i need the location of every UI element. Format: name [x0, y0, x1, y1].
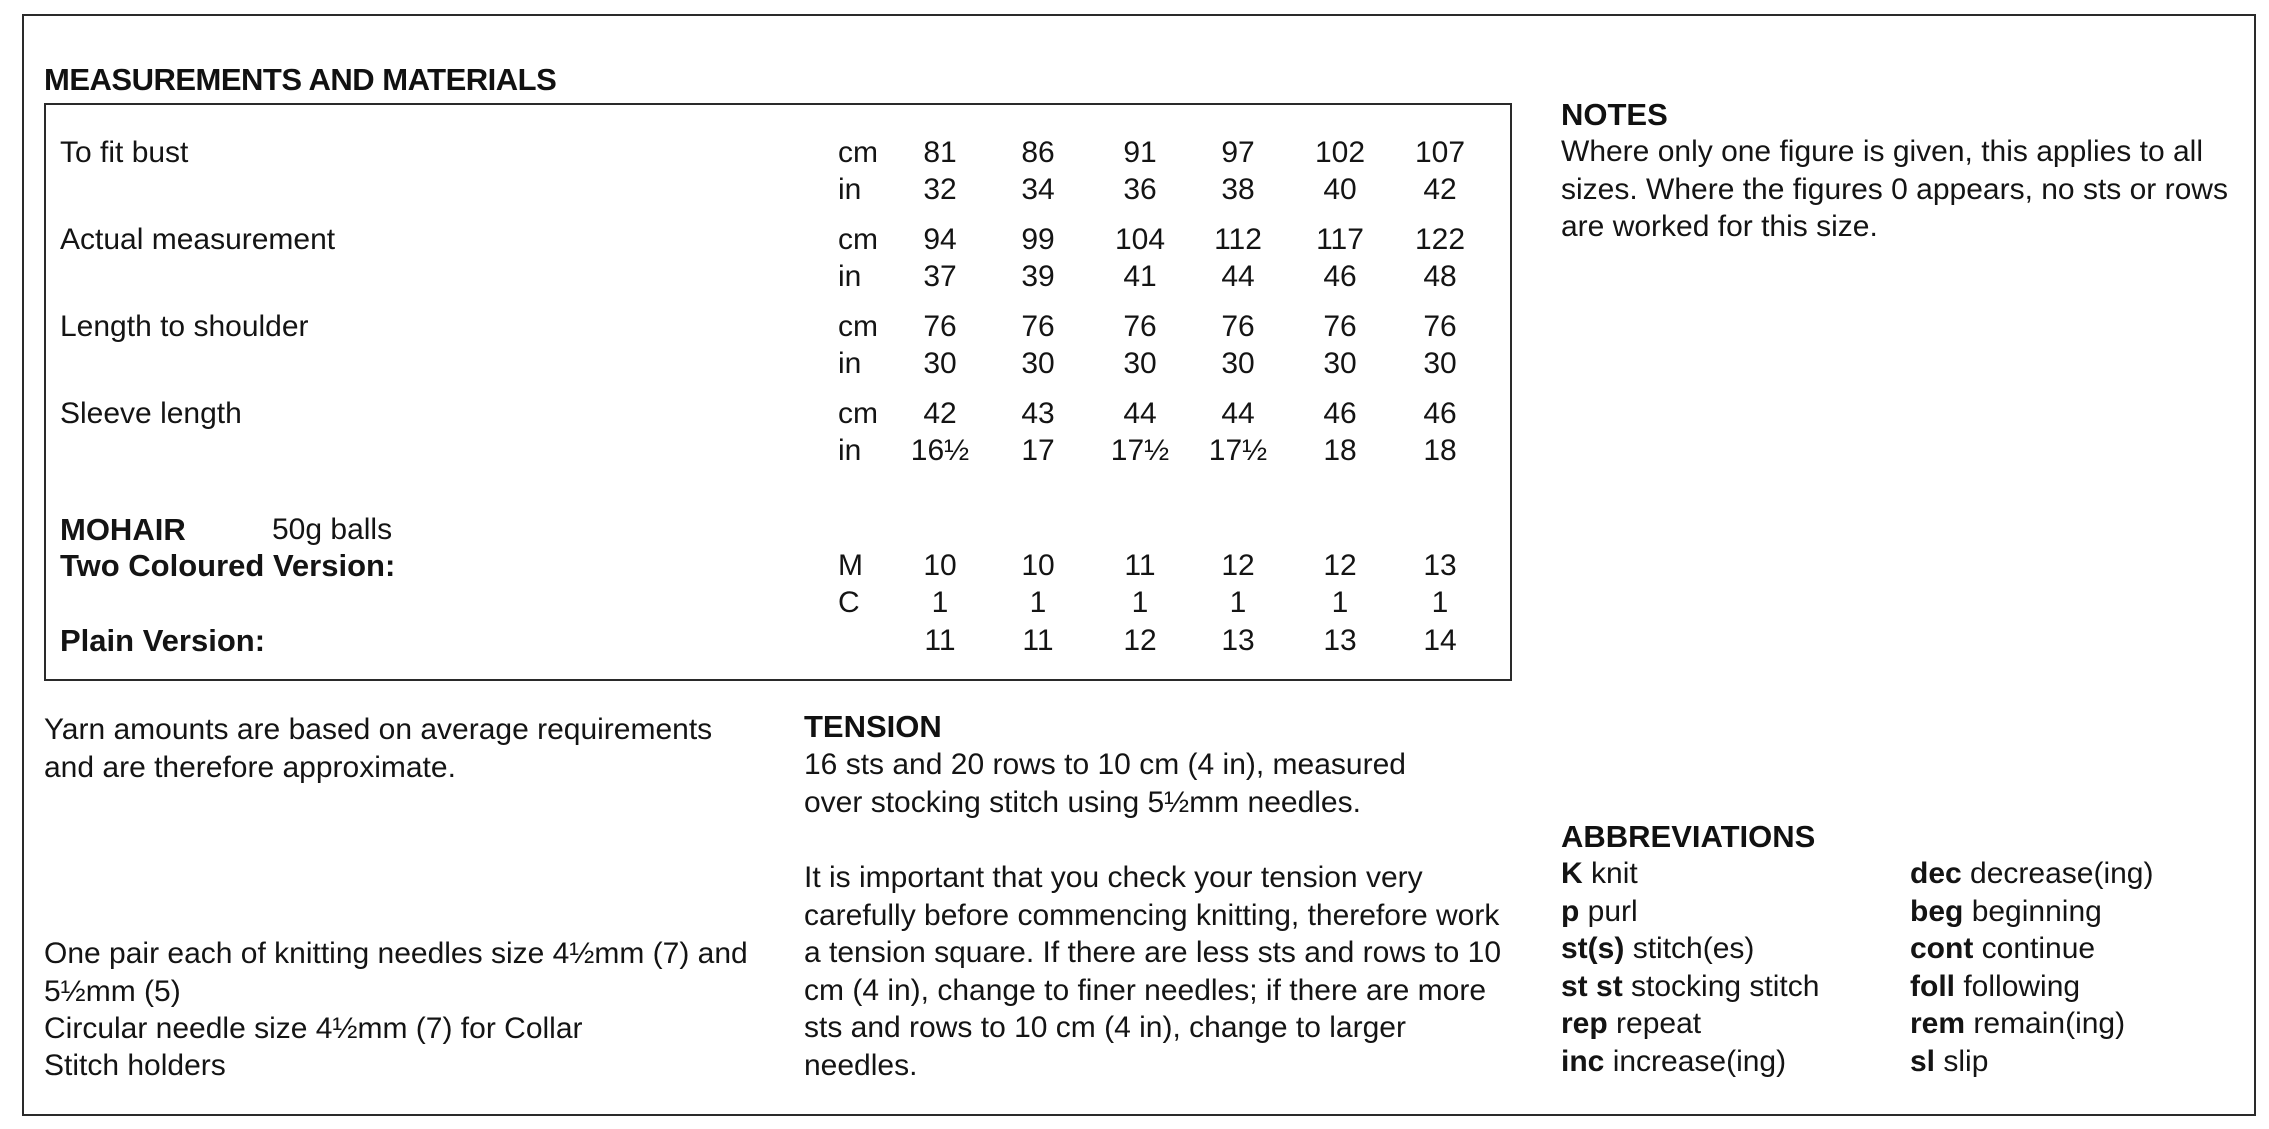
size-value: 107 — [1414, 136, 1466, 169]
size-value: 91 — [1123, 136, 1157, 169]
abbreviation-item — [1561, 855, 1638, 893]
abbreviation-item — [1910, 1043, 1988, 1081]
size-value: 99 — [1021, 223, 1055, 256]
needles-line-1: One pair each of knitting needles size 4½mm (7) and 5½mm (5) — [44, 937, 748, 1008]
unit-label: in — [838, 434, 862, 467]
size-value: 76 — [1423, 310, 1457, 343]
abbreviation-term: p — [1561, 894, 1580, 928]
unit-label: in — [838, 260, 862, 293]
size-value: 36 — [1123, 173, 1157, 206]
size-value: 17½ — [1208, 434, 1268, 467]
size-value: 39 — [1021, 260, 1055, 293]
size-value: 76 — [1221, 310, 1255, 343]
abbreviation-meaning: following — [1963, 969, 2081, 1003]
size-value: 46 — [1323, 397, 1357, 430]
yarn-value: 12 — [1221, 549, 1255, 582]
sizes-table — [44, 103, 1512, 681]
abbreviation-meaning: decrease(ing) — [1970, 857, 2154, 890]
size-value: 42 — [1423, 173, 1457, 206]
abbreviation-item — [1910, 1005, 2125, 1043]
size-value: 30 — [1221, 347, 1255, 380]
yarn-value: 11 — [924, 624, 956, 657]
abbreviation-item — [1910, 893, 2102, 931]
size-value: 104 — [1114, 223, 1166, 256]
abbreviation-term: beg — [1910, 894, 1964, 928]
abbreviation-term: st st — [1561, 969, 1623, 1003]
plain-label: Plain Version: — [60, 623, 266, 658]
size-value: 30 — [1021, 347, 1055, 380]
abbreviation-item — [1561, 893, 1638, 931]
yarn-value: 1 — [1431, 586, 1449, 619]
yarn-value: 12 — [1123, 624, 1157, 657]
abbreviation-meaning: stocking stitch — [1631, 969, 1820, 1003]
size-value: 44 — [1123, 397, 1157, 430]
yarn-value: 10 — [923, 549, 957, 582]
size-value: 42 — [923, 397, 957, 430]
size-value: 18 — [1323, 434, 1357, 467]
abbreviation-item — [1910, 855, 2153, 893]
size-value: 32 — [923, 173, 957, 206]
tension-heading: TENSION — [804, 709, 942, 744]
abbreviation-meaning: stitch(es) — [1632, 932, 1755, 965]
needles-line-2: Circular needle size 4½mm (7) for Collar — [44, 1012, 583, 1045]
yarn-value: 14 — [1423, 624, 1457, 657]
yarn-value: 1 — [1229, 586, 1247, 619]
yarn-value: 11 — [1124, 549, 1156, 582]
tension-text: 16 sts and 20 rows to 10 cm (4 in), measured over stocking stitch using 5½mm needles. — [804, 748, 1406, 819]
abbreviation-term: K — [1561, 857, 1583, 890]
size-value: 34 — [1021, 173, 1055, 206]
unit-label: cm — [838, 136, 878, 169]
two-coloured-label: Two Coloured Version: — [60, 548, 396, 583]
size-value: 86 — [1021, 136, 1055, 169]
abbreviation-item — [1910, 968, 2080, 1006]
row-label: Length to shoulder — [60, 310, 309, 343]
size-value: 44 — [1221, 397, 1255, 430]
abbreviation-meaning: slip — [1943, 1044, 1989, 1078]
abbreviation-term: cont — [1910, 932, 1974, 965]
yarn-value: 13 — [1221, 624, 1255, 657]
yarn-ball-info: 50g balls — [272, 513, 393, 546]
notes-text: Where only one figure is given, this applies to all sizes. Where the figures 0 appears, no sts or rows are worked for this size. — [1561, 135, 2228, 243]
size-value: 44 — [1221, 260, 1255, 293]
size-value: 17 — [1021, 434, 1055, 467]
size-value: 46 — [1423, 397, 1457, 430]
yarn-note: Yarn amounts are based on average requirements and are therefore approximate. — [44, 713, 713, 784]
unit-label: cm — [838, 310, 878, 343]
yarn-value: 1 — [931, 586, 949, 619]
size-value: 76 — [1323, 310, 1357, 343]
abbreviation-item — [1561, 1043, 1786, 1081]
size-value: 76 — [1123, 310, 1157, 343]
abbreviation-term: rep — [1561, 1007, 1608, 1040]
yarn-value: 1 — [1331, 586, 1349, 619]
abbreviation-item — [1561, 930, 1754, 968]
abbreviation-term: foll — [1910, 969, 1955, 1003]
abbreviation-meaning: repeat — [1616, 1007, 1702, 1040]
size-value: 30 — [1423, 347, 1457, 380]
size-value: 48 — [1423, 260, 1457, 293]
abbreviation-item — [1561, 1005, 1701, 1043]
abbreviation-meaning: remain(ing) — [1973, 1007, 2126, 1040]
needles-line-3: Stitch holders — [44, 1049, 226, 1082]
yarn-value: 13 — [1423, 549, 1457, 582]
abbreviation-item — [1561, 968, 1819, 1006]
size-value: 30 — [923, 347, 957, 380]
abbreviation-term: st(s) — [1561, 932, 1625, 965]
size-value: 97 — [1221, 136, 1255, 169]
abbreviation-term: inc — [1561, 1044, 1605, 1078]
unit-label: in — [838, 347, 862, 380]
size-value: 38 — [1221, 173, 1255, 206]
abbreviations-heading: ABBREVIATIONS — [1561, 819, 1816, 854]
size-value: 117 — [1316, 223, 1364, 256]
unit-label: in — [838, 173, 862, 206]
size-value: 40 — [1323, 173, 1357, 206]
size-value: 18 — [1423, 434, 1457, 467]
size-value: 102 — [1314, 136, 1366, 169]
row-label: To fit bust — [60, 136, 189, 169]
size-value: 41 — [1123, 260, 1157, 293]
size-value: 46 — [1323, 260, 1357, 293]
abbreviation-meaning: increase(ing) — [1612, 1044, 1787, 1078]
abbreviation-meaning: beginning — [1971, 894, 2102, 928]
size-value: 76 — [923, 310, 957, 343]
size-value: 37 — [923, 260, 957, 293]
tension-advice: It is important that you check your tension very carefully before commencing knitting, therefore work a tension square. If there are less sts and rows to 10 cm (4 in), change to finer needles; if there are more sts and rows to 10 cm (4 in), change to larger needles. — [804, 861, 1502, 1082]
size-value: 122 — [1414, 223, 1466, 256]
size-value: 16½ — [910, 434, 970, 467]
size-value: 112 — [1214, 223, 1262, 256]
size-value: 94 — [923, 223, 957, 256]
yarn-value: 11 — [1022, 624, 1054, 657]
unit-label: cm — [838, 397, 878, 430]
abbreviation-meaning: purl — [1587, 894, 1638, 928]
size-value: 43 — [1021, 397, 1055, 430]
unit-label: M — [838, 549, 863, 582]
yarn-value: 13 — [1323, 624, 1357, 657]
size-value: 76 — [1021, 310, 1055, 343]
size-value: 17½ — [1110, 434, 1170, 467]
abbreviation-term: sl — [1910, 1044, 1936, 1078]
yarn-value: 12 — [1323, 549, 1357, 582]
abbreviation-term: rem — [1910, 1007, 1966, 1040]
abbreviation-term: dec — [1910, 857, 1962, 890]
row-label: Actual measurement — [60, 223, 336, 256]
page-title: MEASUREMENTS AND MATERIALS — [44, 62, 557, 97]
abbreviation-meaning: continue — [1981, 932, 2096, 965]
yarn-value: 10 — [1021, 549, 1055, 582]
abbreviation-item — [1910, 930, 2095, 968]
size-value: 30 — [1323, 347, 1357, 380]
size-value: 30 — [1123, 347, 1157, 380]
unit-label: C — [838, 586, 860, 619]
yarn-value: 1 — [1029, 586, 1047, 619]
yarn-value: 1 — [1131, 586, 1149, 619]
size-value: 81 — [923, 136, 957, 169]
notes-heading: NOTES — [1561, 97, 1668, 132]
yarn-name: MOHAIR — [60, 512, 186, 547]
abbreviation-meaning: knit — [1591, 857, 1638, 890]
unit-label: cm — [838, 223, 878, 256]
row-label: Sleeve length — [60, 397, 242, 430]
